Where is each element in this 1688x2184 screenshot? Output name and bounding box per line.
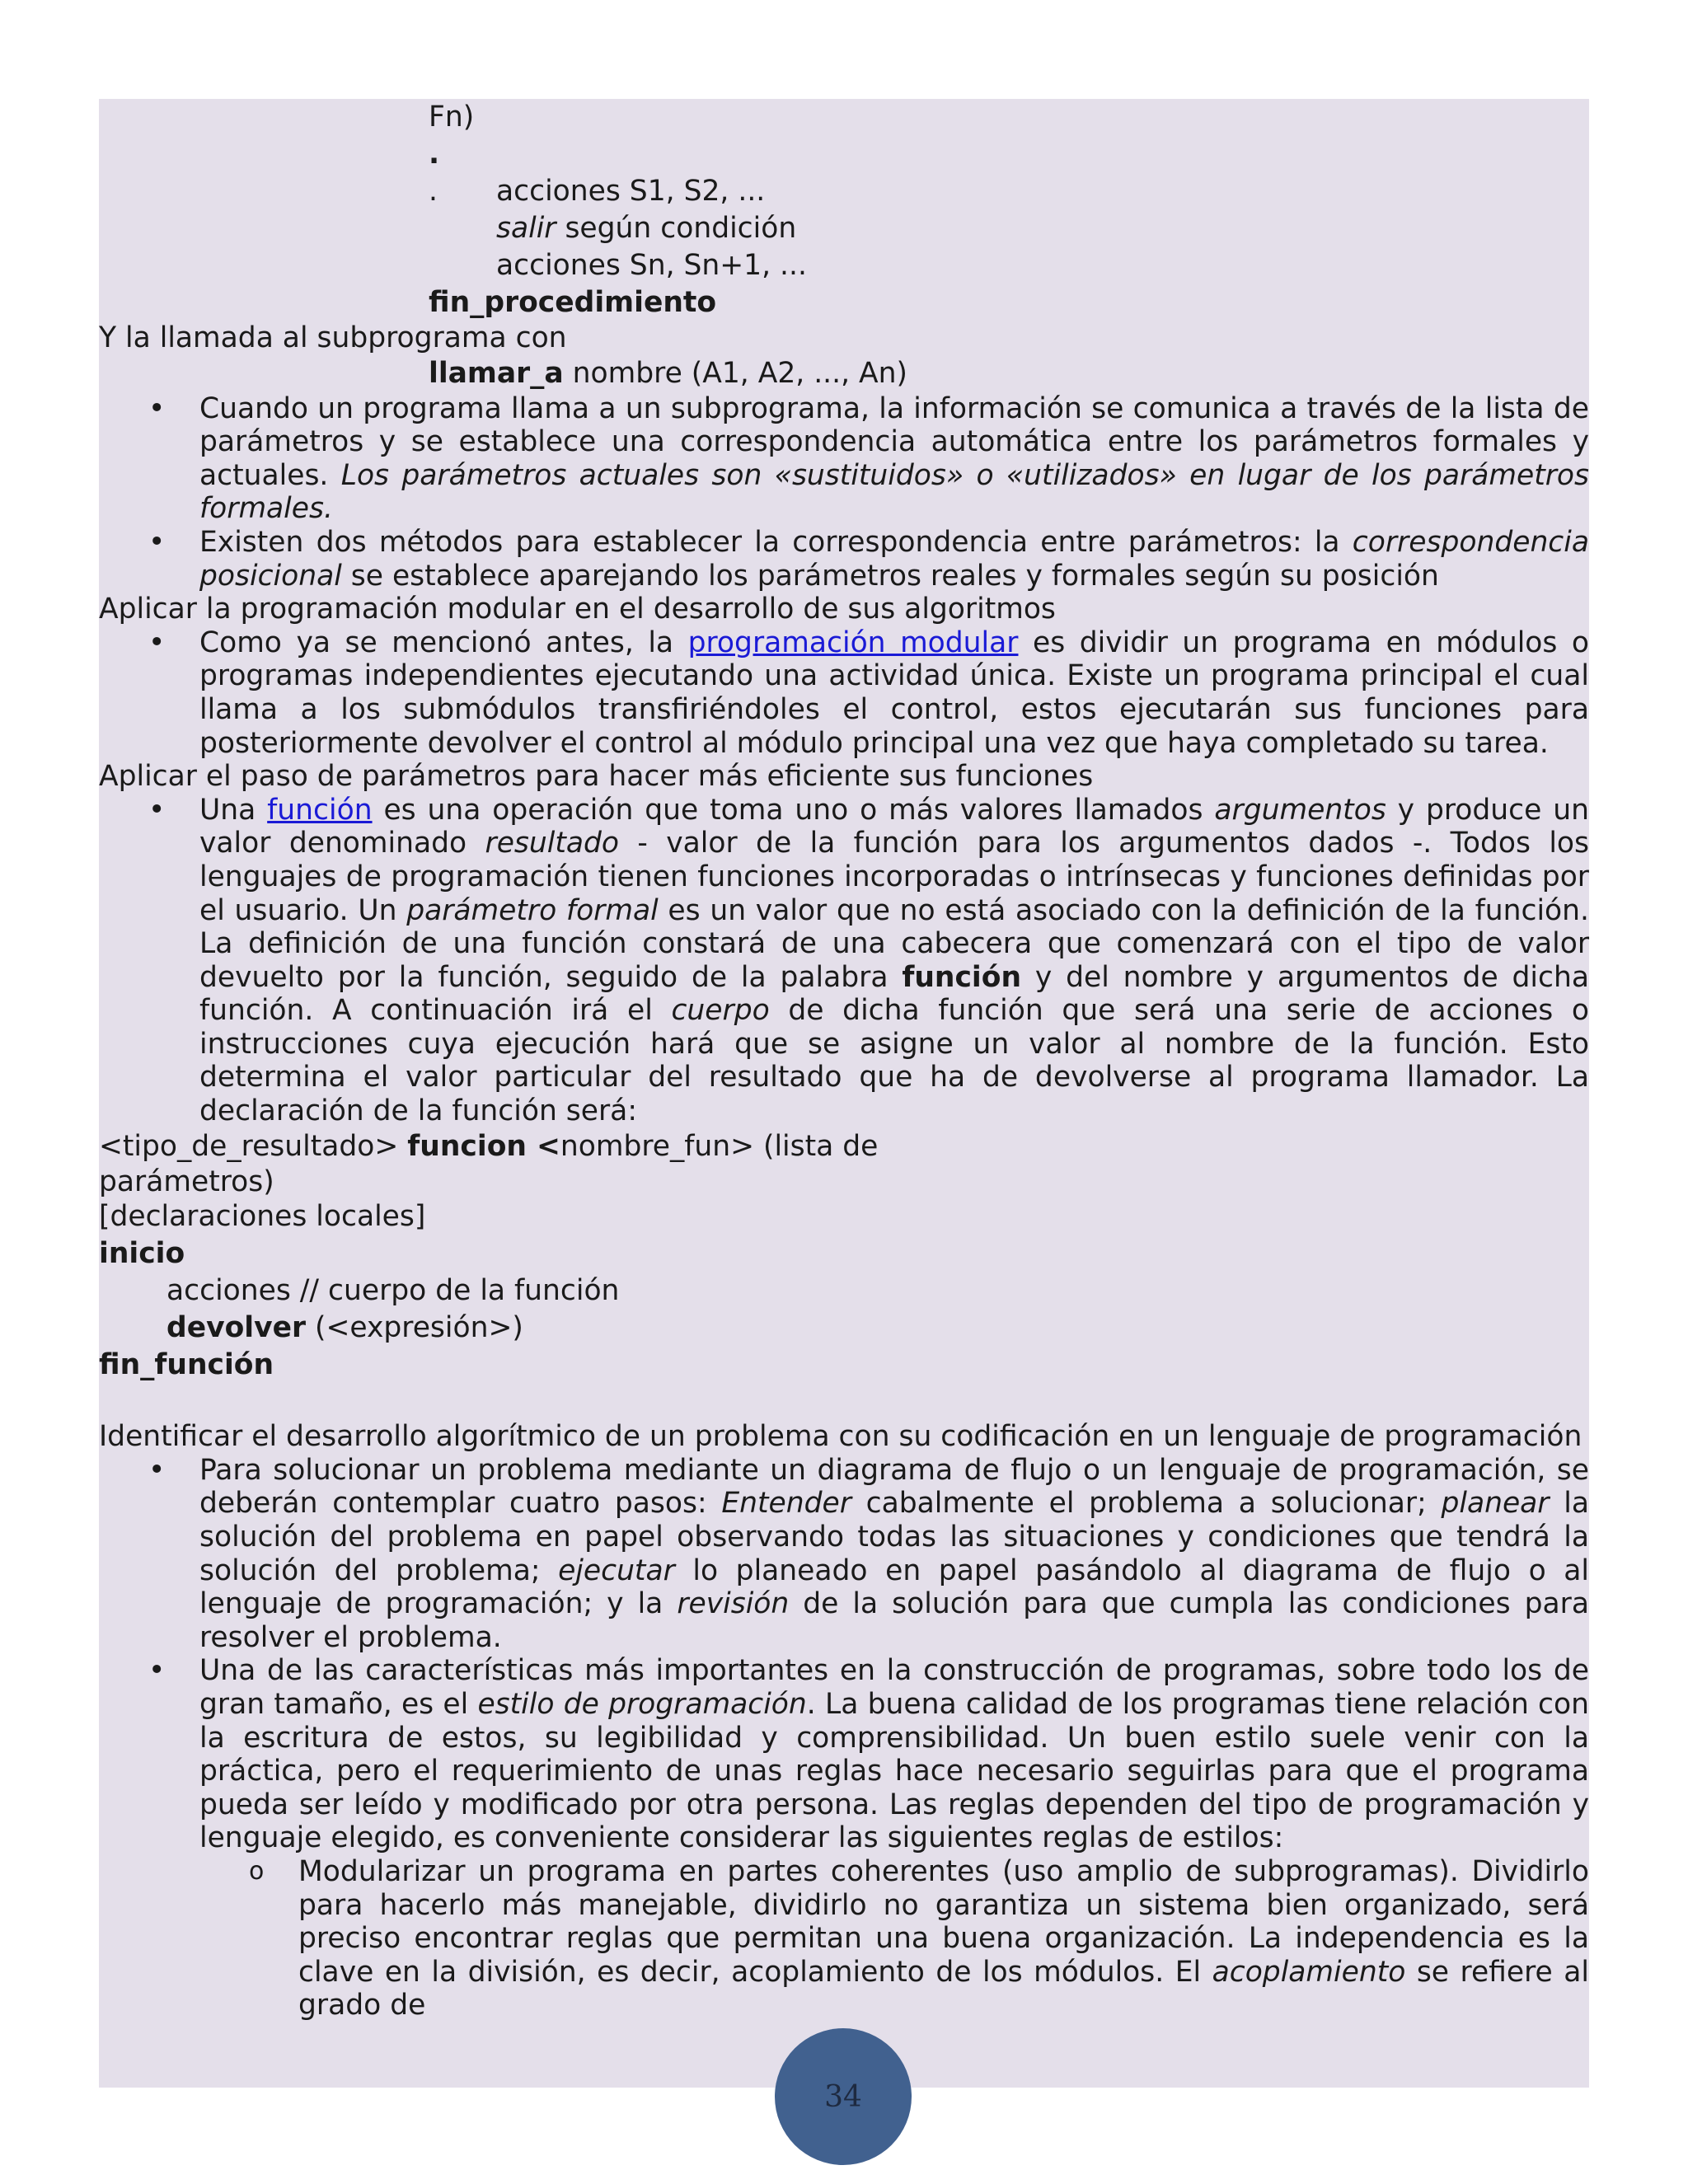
link-programacion-modular[interactable]: programación modular [687, 626, 1019, 659]
f-p3: y produce un valor denominado [199, 793, 1589, 860]
pasos-p4: lo planeado en papel pasándolo al diagrama de flujo o al lenguaje de programación; y la [199, 1554, 1589, 1621]
heading-modular: Aplicar la programación modular en el desarrollo de sus algoritmos [99, 593, 1056, 626]
decl-fin-funcion: fin_función [99, 1348, 274, 1382]
b1-italic: Los parámetros actuales son «sustituidos» o «utilizados» en lugar de los parámetros formales. [199, 458, 1589, 526]
decl-devolver [99, 1310, 1589, 1347]
decl-line-1 [99, 1128, 1589, 1165]
code-fin-procedimiento: fin_procedimiento [429, 286, 717, 319]
heading-parametros: Aplicar el paso de parámetros para hacer más eficiente sus funciones [99, 760, 1094, 794]
pasos-i2: planear [1441, 1487, 1550, 1521]
bullet-list-desarrollo [99, 1454, 1589, 2022]
modular-post: es dividir un programa en módulos o programas independientes ejecutando una actividad única. Existe un programa principal el cual llama a los submódulos transfiriéndoles el control, estos ejecutarán sus funciones para posteriormente devolver el control al módulo principal una vez que haya completado su tarea. [199, 626, 1590, 760]
devolver-keyword: devolver [166, 1311, 307, 1345]
list-item-pasos [99, 1454, 1589, 1655]
code-acciones-1: acciones S1, S2, ... [496, 175, 766, 208]
b1-text: Cuando un programa llama a un subprograma, la información se comunica a través de la lista de parámetros y se establece una correspondencia automática entre los parámetros formales y actuales. [199, 391, 1589, 492]
f-b1: función [902, 960, 1021, 994]
page-number-badge [775, 2028, 912, 2165]
decl-pre: <tipo_de_resultado> [99, 1129, 408, 1163]
code-dot: . [429, 138, 440, 171]
estilo-p2: . La buena calidad de los programas tiene relación con la escritura de estos, su legibilidad y comprensibilidad. Un buen estilo suele venir con la práctica, pero el requerimiento de unas reglas hace necesario seguirlas para que el programa pueda ser leído y modificado por otra persona. Las reglas dependen del tipo de programación y lenguaje elegido, es conveniente considerar las siguientes reglas de estilos: [199, 1688, 1589, 1855]
pasos-p1: Para solucionar un problema mediante un diagrama de flujo o un lenguaje de programación, se deberán contemplar cuatro pasos: [199, 1453, 1589, 1521]
pasos-i4: revisión [677, 1587, 790, 1621]
decl-inicio: inicio [99, 1237, 185, 1271]
f-i3: parámetro formal [406, 893, 659, 927]
salir-keyword: salir [496, 212, 556, 245]
llamada-line [99, 355, 1589, 392]
llamar-keyword: llamar_a [429, 356, 564, 390]
pasos-p5: de la solución para que cumpla las condiciones para resolver el problema. [199, 1587, 1589, 1654]
code-dot-small: . [429, 175, 438, 208]
bullet-list-modular [99, 626, 1589, 760]
sub-item-modularizar [99, 1855, 1589, 2022]
mod-p1: Modularizar un programa en partes coherentes (uso amplio de subprogramas). Dividirlo para hacerlo más manejable, dividirlo no garantiza un sistema bien organizado, será preciso encontrar reglas que permitan una buena organización. La independencia es la clave en la división, es decir, acoplamiento de los módulos. El [298, 1854, 1589, 1989]
f-i4: cuerpo [671, 994, 770, 1028]
mod-p2: se refiere al grado de [298, 1955, 1589, 2022]
code-line-salir [99, 210, 1589, 247]
b2-text: Existen dos métodos para establecer la correspondencia entre parámetros: la [199, 525, 1353, 559]
list-item-comunicacion [99, 392, 1589, 526]
llamada-intro: Y la llamada al subprograma con [99, 321, 567, 354]
page-number: 34 [824, 2079, 862, 2114]
estilo-i1: estilo de programación [477, 1688, 807, 1721]
b2-italic: correspondencia posicional [199, 525, 1589, 593]
f-i2: resultado [485, 827, 620, 860]
f-p1: Una [199, 793, 268, 827]
f-p6: y del nombre y argumentos de dicha función. A continuación irá el [199, 960, 1589, 1028]
spacer [99, 1384, 1589, 1420]
devolver-rest: (<expresión>) [306, 1311, 523, 1345]
f-p5: es un valor que no está asociado con la definición de la función. La definición de una función constará de una cabecera que comenzará con el tipo de valor devuelto por la función, seguido de la palabra [199, 893, 1589, 994]
b2-rest: se establece aparejando los parámetros reales y formales según su posición [341, 559, 1439, 593]
bullet-list-parametros [99, 392, 1589, 593]
code-line-acciones-2: acciones Sn, Sn+1, ... [496, 249, 807, 282]
decl-declaraciones: [declaraciones locales] [99, 1200, 426, 1234]
bullet-list-funcion [99, 794, 1589, 1128]
code-line-fn-close: Fn) [429, 101, 475, 134]
llamada-rest: nombre (A1, A2, ..., An) [563, 356, 907, 390]
f-p4: - valor de la función para los argumentos dados -. Todos los lenguajes de programación tienen funciones incorporadas o intrínsecas y funciones definidas por el usuario. Un [199, 827, 1589, 927]
document-body [99, 99, 1589, 2022]
modular-pre: Como ya se mencionó antes, la [199, 626, 688, 659]
list-item-estilo [99, 1654, 1589, 1855]
link-funcion[interactable]: función [267, 793, 373, 827]
list-item-funcion [99, 794, 1589, 1128]
decl-post: nombre_fun> (lista de [560, 1129, 879, 1163]
pasos-i3: ejecutar [558, 1554, 675, 1587]
f-p7: de dicha función que será una serie de acciones o instrucciones cuya ejecución hará que se asigne un valor al nombre de la función. Esto determina el valor particular del resultado que ha de devolverse al programa llamador. La declaración de la función será: [199, 994, 1590, 1128]
pasos-p3: la solución del problema en papel observando todas las situaciones y condiciones que tendrá la solución del problema; [199, 1487, 1589, 1587]
decl-line-2: parámetros) [99, 1165, 274, 1198]
pasos-i1: Entender [721, 1487, 851, 1521]
heading-identificar: Identificar el desarrollo algorítmico de un problema con su codificación en un lenguaje de programación [99, 1420, 1582, 1454]
f-p2: es una operación que toma uno o más valores llamados [372, 793, 1215, 827]
pasos-p2: cabalmente el problema a solucionar; [851, 1487, 1442, 1521]
code-line-acciones-1 [99, 173, 1589, 210]
estilo-p1: Una de las características más importantes en la construcción de programas, sobre todo los de gran tamaño, es el [199, 1654, 1589, 1721]
f-i1: argumentos [1214, 793, 1386, 827]
salir-rest: según condición [556, 212, 797, 245]
list-item-metodos [99, 526, 1589, 593]
decl-acciones: acciones // cuerpo de la función [166, 1274, 620, 1308]
decl-funcion-keyword: funcion < [407, 1129, 560, 1163]
mod-i1: acoplamiento [1212, 1955, 1406, 1989]
list-item-modular [99, 626, 1589, 760]
